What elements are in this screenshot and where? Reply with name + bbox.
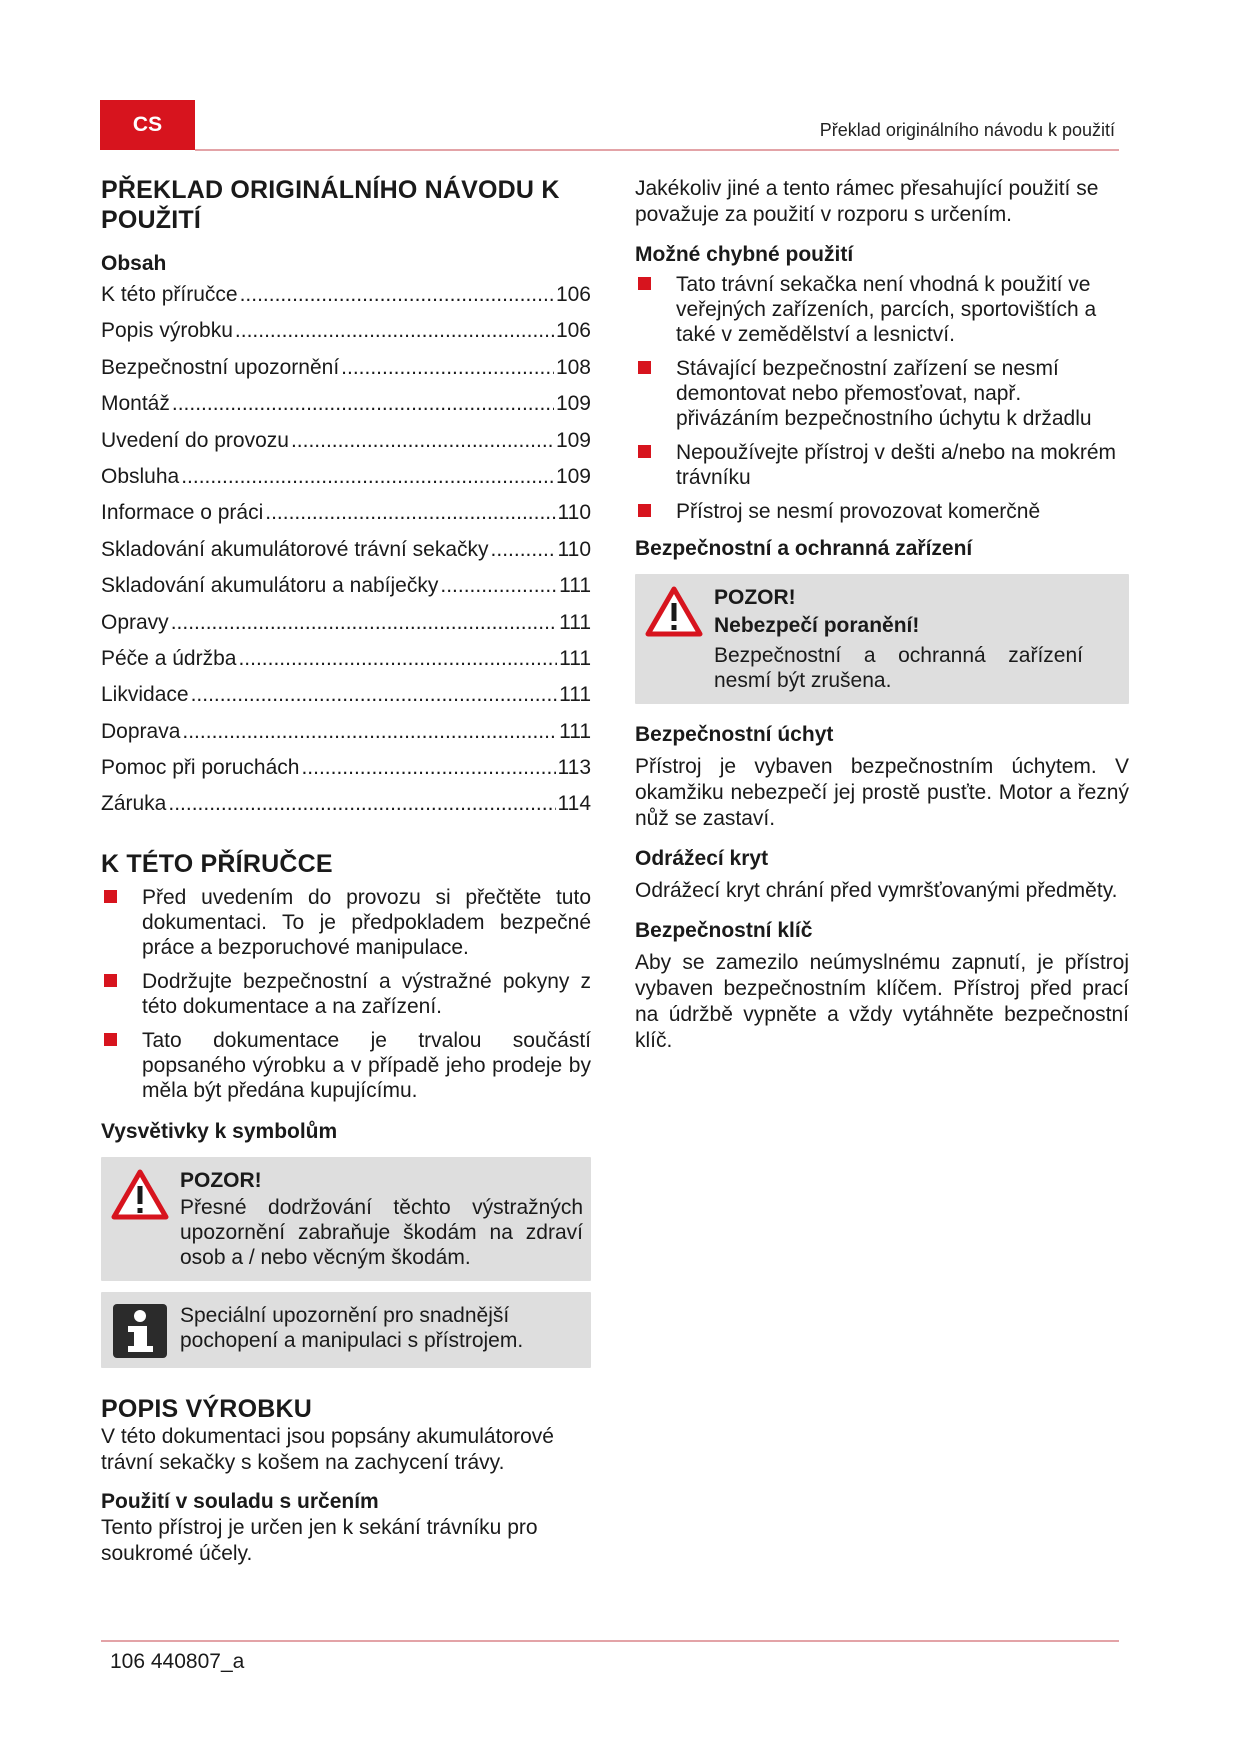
toc-entry[interactable] (101, 574, 591, 610)
toc-entry[interactable] (101, 647, 591, 683)
intro-text: Jakékoliv jiné a tento rámec přesahující použití se považuje za použití v rozporu s určením. (635, 177, 1099, 226)
warning-notice (101, 1157, 591, 1281)
toc-leader (168, 792, 555, 816)
warning-triangle-icon (645, 586, 703, 643)
toc-leader (235, 319, 554, 343)
toc-leader (301, 756, 555, 780)
list-item (101, 1028, 591, 1103)
toc-leader (172, 392, 554, 416)
toc-label: Informace o práci (101, 501, 264, 525)
product-text: V této dokumentaci jsou popsány akumulátorové trávní sekačky s košem na zachycení trávy. (101, 1424, 554, 1474)
toc-entry[interactable] (101, 792, 591, 828)
about-bullet-list (101, 885, 591, 1103)
warning-keyword: POZOR! (180, 1168, 262, 1192)
toc-page: 111 (559, 610, 591, 634)
list-item (635, 272, 1129, 347)
toc-entry[interactable] (101, 683, 591, 719)
toc-page: 106 (555, 283, 591, 306)
table-of-contents (101, 283, 591, 829)
toc-entry[interactable] (101, 538, 591, 574)
toc-page: 111 (559, 719, 591, 743)
toc-leader (491, 538, 556, 562)
warning-text: Přesné dodržování těchto výstražných upozornění zabraňuje škodám na zdraví osob a / nebo věcným škodám. (180, 1195, 583, 1269)
header-title: Překlad originálního návodu k použití (819, 120, 1115, 140)
list-item-text: Dodržujte bezpečnostní a výstražné pokyny z této dokumentace a na zařízení. (142, 969, 591, 1018)
intended-use-heading: Použití v souladu s určením (101, 1489, 379, 1513)
symbols-heading: Vysvětivky k symbolům (101, 1119, 338, 1143)
toc-entry[interactable] (101, 283, 591, 319)
list-item-text: Přístroj se nesmí provozovat komerčně (676, 500, 1041, 523)
list-item-text: Tato dokumentace je trvalou součástí popsaného výrobku a v případě jeho prodeje by měla být předána kupujícímu. (142, 1028, 591, 1102)
info-notice (101, 1292, 591, 1368)
toc-leader (181, 465, 554, 489)
toc-entry[interactable] (101, 356, 591, 392)
toc-entry[interactable] (101, 319, 591, 355)
page-code: 106 440807_a (110, 1650, 245, 1673)
toc-label: Uvedení do provozu (101, 428, 289, 452)
bullet-square-icon (104, 890, 117, 903)
bullet-square-icon (638, 445, 651, 458)
grip-heading: Bezpečnostní úchyt (635, 723, 834, 746)
safety-heading: Bezpečnostní a ochranná zařízení (635, 537, 973, 560)
toc-label: Popis výrobku (101, 319, 233, 343)
right-column (635, 176, 1129, 1054)
toc-heading: Obsah (101, 252, 167, 275)
list-item-text: Tato trávní sekačka není vhodná k použití ve veřejných zařízeních, parcích, sportovištích a také v zemědělství a lesnictví. (676, 273, 1097, 346)
list-item (635, 440, 1129, 490)
toc-entry[interactable] (101, 429, 591, 465)
header-rule (195, 149, 1119, 151)
toc-entry[interactable] (101, 392, 591, 428)
product-heading: POPIS VÝROBKU (101, 1394, 312, 1423)
toc-page: 111 (559, 683, 591, 707)
toc-page: 113 (557, 756, 591, 780)
toc-page: 110 (557, 537, 591, 561)
toc-label: Doprava (101, 719, 181, 743)
toc-leader (240, 283, 554, 307)
toc-label: Bezpečnostní upozornění (101, 355, 340, 379)
toc-entry[interactable] (101, 611, 591, 647)
list-item (635, 499, 1129, 524)
toc-leader (182, 720, 557, 744)
deflector-heading: Odrážecí kryt (635, 847, 769, 870)
warning-triangle-icon (111, 1169, 169, 1226)
toc-page: 109 (555, 464, 591, 488)
list-item-text: Před uvedením do provozu si přečtěte tuto dokumentaci. To je předpokladem bezpečné práce a bezporuchové manipulace. (142, 885, 591, 959)
toc-entry[interactable] (101, 756, 591, 792)
toc-entry[interactable] (101, 720, 591, 756)
toc-page: 109 (555, 392, 591, 416)
list-item (101, 885, 591, 960)
toc-leader (341, 356, 554, 380)
toc-label: K této příručce (101, 283, 238, 306)
toc-entry[interactable] (101, 501, 591, 537)
toc-label: Péče a údržba (101, 646, 237, 670)
toc-label: Likvidace (101, 683, 189, 707)
language-tab: CS (100, 100, 195, 150)
grip-text: Přístroj je vybaven bezpečnostním úchytem. V okamžiku nebezpečí jej prostě pusťte. Motor a řezný nůž se zastaví. (635, 755, 1129, 830)
toc-label: Záruka (101, 792, 167, 816)
about-heading: K TÉTO PŘÍRUČCE (101, 849, 333, 878)
deflector-text: Odrážecí kryt chrání před vymršťovanými předměty. (635, 879, 1118, 902)
misuse-bullet-list (635, 272, 1129, 524)
toc-page: 111 (559, 646, 591, 670)
bullet-square-icon (638, 504, 651, 517)
toc-label: Skladování akumulátorové trávní sekačky (101, 537, 489, 561)
intended-use-text: Tento přístroj je určen jen k sekání trávníku pro soukromé účely. (101, 1515, 538, 1565)
main-title: PŘEKLAD ORIGINÁLNÍHO NÁVODU K POUŽITÍ (101, 176, 560, 234)
toc-page: 109 (555, 428, 591, 452)
list-item (635, 356, 1129, 431)
bullet-square-icon (638, 277, 651, 290)
warning-subtitle: Nebezpečí poranění! (714, 614, 920, 637)
toc-page: 108 (555, 355, 591, 379)
toc-page: 111 (559, 574, 591, 598)
toc-leader (238, 647, 557, 671)
list-item-text: Nepoužívejte přístroj v dešti a/nebo na mokrém trávníku (676, 441, 1117, 489)
toc-label: Obsluha (101, 464, 180, 488)
warning-text: Bezpečnostní a ochranná zařízení nesmí být zrušena. (714, 644, 1083, 692)
toc-label: Skladování akumulátoru a nabíječky (101, 574, 439, 598)
misuse-heading: Možné chybné použití (635, 243, 854, 266)
toc-label: Pomoc při poruchách (101, 756, 300, 780)
toc-leader (191, 683, 558, 707)
info-icon (113, 1304, 167, 1363)
toc-page: 106 (555, 319, 591, 343)
list-item-text: Stávající bezpečnostní zařízení se nesmí demontovat nebo přemosťovat, např. přivázáním bezpečnostního úchytu k držadlu (676, 357, 1092, 430)
toc-leader (440, 574, 557, 598)
left-column (101, 175, 591, 1567)
toc-page: 110 (557, 501, 591, 525)
toc-leader (171, 611, 557, 635)
key-heading: Bezpečnostní klíč (635, 919, 813, 942)
safety-warning-notice (635, 574, 1129, 704)
warning-keyword: POZOR! (714, 586, 796, 609)
toc-page: 114 (557, 792, 591, 816)
bullet-square-icon (104, 974, 117, 987)
info-text: Speciální upozornění pro snadnější pochopení a manipulaci s přístrojem. (180, 1303, 524, 1352)
toc-leader (291, 429, 554, 453)
toc-label: Opravy (101, 610, 169, 634)
list-item (101, 969, 591, 1019)
bullet-square-icon (104, 1033, 117, 1046)
toc-entry[interactable] (101, 465, 591, 501)
toc-leader (265, 501, 555, 525)
bullet-square-icon (638, 361, 651, 374)
toc-label: Montáž (101, 392, 170, 416)
footer-rule (101, 1640, 1119, 1642)
key-text: Aby se zamezilo neúmyslnému zapnutí, je přístroj vybaven bezpečnostním klíčem. Přístroj před prací na údržbě vypněte a vždy vytáhněte bezpečnostní klíč. (635, 951, 1129, 1052)
